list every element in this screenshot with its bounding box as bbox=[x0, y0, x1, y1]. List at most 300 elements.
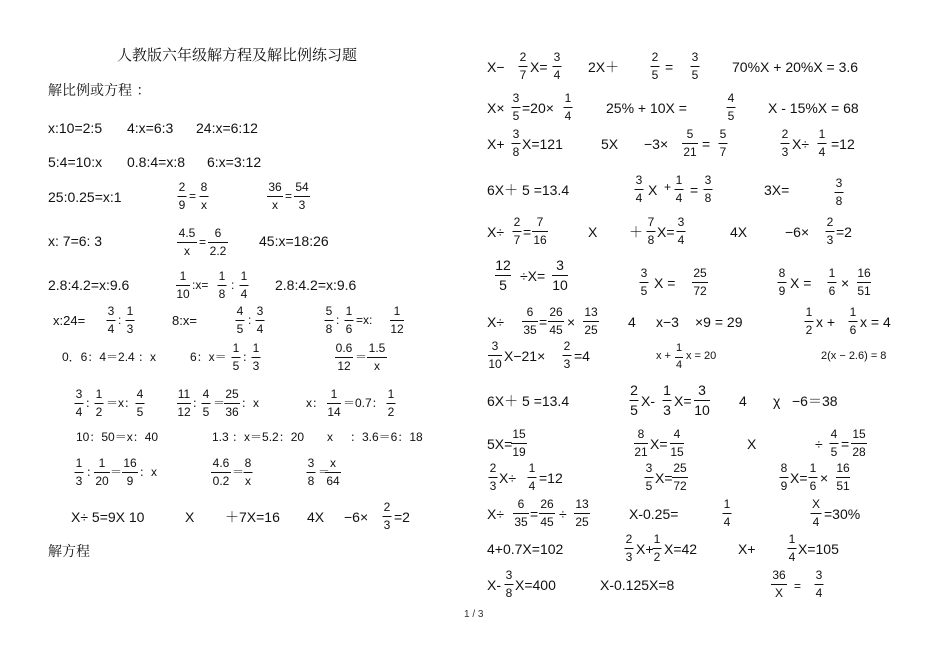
fraction-numerator: 3 bbox=[512, 127, 520, 141]
problem-text: 4 bbox=[628, 314, 636, 330]
problem-text: X bbox=[185, 509, 195, 525]
fraction-numerator: 25 bbox=[673, 461, 687, 475]
fraction-bar bbox=[563, 355, 572, 356]
fraction-denominator: 25 bbox=[584, 323, 598, 337]
fraction-numerator: 2 bbox=[513, 215, 521, 229]
problem-text: X=121 bbox=[522, 136, 563, 152]
fraction-numerator: 3 bbox=[491, 339, 499, 353]
fraction-bar bbox=[553, 66, 562, 67]
fraction-denominator: 2.2 bbox=[209, 244, 227, 258]
problem-text: ×9 = 29 bbox=[695, 314, 743, 330]
fraction-numerator: 1 bbox=[849, 305, 857, 319]
fraction-bar bbox=[692, 282, 708, 283]
fraction-numerator: 1 bbox=[232, 341, 240, 355]
problem-text: = bbox=[702, 136, 711, 152]
problem-text: : bbox=[231, 278, 235, 292]
fraction-bar bbox=[849, 321, 858, 322]
problem-text: = bbox=[690, 182, 699, 198]
fraction-denominator: x bbox=[245, 474, 251, 488]
fraction-denominator: 5 bbox=[202, 405, 210, 419]
fraction-denominator: 8 bbox=[325, 322, 333, 336]
problem-text: X= bbox=[655, 470, 673, 486]
fraction-bar bbox=[640, 282, 649, 283]
problem-text: ＝0.7： bbox=[343, 396, 384, 410]
fraction-denominator: 5 bbox=[830, 445, 838, 459]
fraction-denominator: 10 bbox=[552, 277, 568, 293]
problem-text: : bbox=[118, 313, 122, 327]
fraction-denominator: 5 bbox=[691, 68, 699, 82]
problem-text: x = 4 bbox=[860, 314, 891, 330]
fraction-bar bbox=[788, 548, 797, 549]
problem-text: × bbox=[841, 275, 850, 291]
fraction-denominator: 3 bbox=[489, 479, 497, 493]
fraction-bar bbox=[719, 143, 728, 144]
problem-text: 25:0.25=x:1 bbox=[48, 189, 122, 205]
fraction-denominator: 35 bbox=[523, 323, 537, 337]
fraction-numerator: 16 bbox=[836, 461, 850, 475]
problem-text: : bbox=[248, 313, 252, 327]
fraction-numerator: 5 bbox=[719, 127, 727, 141]
fraction-denominator: 3 bbox=[126, 322, 134, 336]
fraction-denominator: 4 bbox=[635, 191, 643, 205]
problem-text: 6：x＝ bbox=[190, 350, 227, 364]
fraction-denominator: 2 bbox=[387, 405, 395, 419]
page-number: 1 / 3 bbox=[464, 609, 484, 620]
problem-text: 4:x=6:3 bbox=[127, 120, 174, 136]
fraction-denominator: 8 bbox=[218, 287, 226, 301]
fraction-numerator: 5 bbox=[686, 127, 694, 141]
fraction-bar bbox=[670, 443, 684, 444]
fraction-numerator: 16 bbox=[857, 266, 871, 280]
fraction-bar bbox=[252, 357, 261, 358]
problem-text: x:24= bbox=[53, 313, 86, 328]
fraction-bar bbox=[675, 189, 684, 190]
fraction-bar bbox=[828, 282, 837, 283]
fraction-numerator: 25 bbox=[225, 387, 239, 401]
fraction-numerator: 1 bbox=[564, 91, 572, 105]
fraction-bar bbox=[857, 282, 871, 283]
fraction-numerator: 3 bbox=[691, 50, 699, 64]
fraction-numerator: 3 bbox=[704, 173, 712, 187]
fraction-numerator: 4 bbox=[202, 387, 210, 401]
fraction-numerator: x bbox=[330, 456, 336, 470]
problem-text: X÷ bbox=[499, 470, 517, 486]
fraction-denominator: 19 bbox=[512, 445, 526, 459]
problem-text: X÷ bbox=[792, 136, 810, 152]
problem-text: ： bbox=[85, 396, 98, 410]
fraction-numerator: 7 bbox=[647, 215, 655, 229]
fraction-denominator: 5 bbox=[512, 109, 520, 123]
fraction-denominator: 8 bbox=[307, 474, 315, 488]
fraction-numerator: 3 bbox=[635, 173, 643, 187]
fraction-denominator: 64 bbox=[326, 474, 340, 488]
fraction-denominator: 36 bbox=[225, 405, 239, 419]
fraction-denominator: 7 bbox=[719, 145, 727, 159]
fraction-bar bbox=[307, 472, 316, 473]
fraction-denominator: 7 bbox=[519, 68, 527, 82]
fraction-denominator: 3 bbox=[826, 233, 834, 247]
fraction-bar bbox=[335, 357, 353, 358]
fraction-numerator: 3 bbox=[256, 304, 264, 318]
problem-text: X-0.25= bbox=[629, 506, 679, 522]
fraction-denominator: 3 bbox=[625, 550, 633, 564]
fraction-denominator: 12 bbox=[390, 322, 404, 336]
fraction-numerator: 2 bbox=[781, 127, 789, 141]
fraction-denominator: 9 bbox=[178, 198, 186, 212]
fraction-denominator: 4 bbox=[818, 145, 826, 159]
problem-text: 5X bbox=[601, 136, 619, 152]
fraction-numerator: 2 bbox=[625, 532, 633, 546]
fraction-numerator: 8 bbox=[244, 456, 252, 470]
fraction-numerator: 8 bbox=[200, 180, 208, 194]
fraction-denominator: x bbox=[374, 359, 380, 373]
fraction-numerator: 3 bbox=[556, 257, 564, 273]
problem-text: =x: bbox=[356, 313, 373, 327]
problem-text: 6:x=3:12 bbox=[207, 154, 262, 170]
problem-text: X bbox=[588, 224, 598, 240]
problem-text: 3X= bbox=[764, 182, 790, 198]
fraction-bar bbox=[325, 472, 341, 473]
fraction-bar bbox=[177, 403, 191, 404]
fraction-bar bbox=[552, 275, 568, 276]
fraction-numerator: 1 bbox=[809, 461, 817, 475]
fraction-bar bbox=[675, 357, 683, 358]
problem-text: 70%X + 20%X = 3.6 bbox=[732, 59, 859, 75]
fraction-denominator: 3 bbox=[781, 145, 789, 159]
fraction-bar bbox=[651, 66, 660, 67]
fraction-bar bbox=[805, 321, 814, 322]
fraction-numerator: 7 bbox=[536, 215, 544, 229]
problem-text: X−21× bbox=[504, 348, 546, 364]
fraction-bar bbox=[177, 242, 197, 243]
fraction-denominator: 5 bbox=[499, 277, 507, 293]
fraction-denominator: 10 bbox=[488, 357, 502, 371]
fraction-denominator: 5 bbox=[232, 359, 240, 373]
fraction-bar bbox=[488, 355, 502, 356]
problem-text: −6＝38 bbox=[792, 393, 838, 409]
fraction-numerator: 6 bbox=[517, 497, 525, 511]
problem-text: x: 7=6: 3 bbox=[48, 233, 103, 249]
fraction-bar bbox=[178, 196, 187, 197]
problem-text: =30% bbox=[824, 506, 861, 522]
problem-text: x + bbox=[656, 350, 671, 362]
fraction-denominator: X bbox=[774, 586, 784, 600]
problem-text: x： bbox=[306, 396, 325, 410]
fraction-bar bbox=[672, 477, 688, 478]
problem-text: X=105 bbox=[798, 541, 839, 557]
problem-text: =2 bbox=[836, 224, 852, 240]
fraction-denominator: 7 bbox=[513, 233, 521, 247]
problem-text: X÷ bbox=[487, 506, 505, 522]
problem-text: =12 bbox=[831, 136, 855, 152]
fraction-bar bbox=[781, 143, 790, 144]
fraction-bar bbox=[574, 513, 590, 514]
fraction-bar bbox=[522, 321, 538, 322]
fraction-numerator: 1 bbox=[330, 387, 338, 401]
fraction-denominator: 4 bbox=[75, 405, 83, 419]
problem-text: = bbox=[530, 506, 539, 522]
fraction-bar bbox=[224, 403, 240, 404]
fraction-numerator: 3 bbox=[75, 387, 83, 401]
fraction-bar bbox=[677, 231, 686, 232]
problem-text: 1.3 ：x＝5.2：20 bbox=[212, 430, 305, 444]
problem-text: = bbox=[665, 59, 674, 75]
problem-text: = bbox=[841, 436, 850, 452]
fraction-bar bbox=[653, 548, 662, 549]
fraction-numerator: 1 bbox=[788, 532, 796, 546]
fraction-denominator: 6 bbox=[809, 479, 817, 493]
fraction-denominator: 4 bbox=[675, 191, 683, 205]
problem-text: :x= bbox=[192, 278, 209, 292]
fraction-denominator: 4 bbox=[553, 68, 561, 82]
fraction-numerator: 3 bbox=[553, 50, 561, 64]
fraction-bar bbox=[809, 477, 818, 478]
fraction-numerator: 3 bbox=[512, 91, 520, 105]
fraction-denominator: 5 bbox=[727, 109, 735, 123]
fraction-bar bbox=[505, 584, 514, 585]
problem-text: 6X＋ 5 =13.4 bbox=[487, 393, 570, 409]
fraction-bar bbox=[256, 320, 265, 321]
fraction-bar bbox=[489, 477, 498, 478]
fraction-numerator: 4 bbox=[673, 427, 681, 441]
fraction-numerator: 3 bbox=[835, 176, 843, 190]
fraction-numerator: 1 bbox=[528, 461, 536, 475]
fraction-numerator: 6 bbox=[526, 305, 534, 319]
fraction-denominator: 72 bbox=[693, 284, 707, 298]
problem-text: 2.8:4.2=x:9.6 bbox=[48, 277, 130, 293]
problem-text: = bbox=[285, 189, 293, 203]
fraction-bar bbox=[694, 400, 710, 401]
problem-text: X bbox=[648, 182, 658, 198]
fraction-numerator: 3 bbox=[645, 461, 653, 475]
fraction-denominator: 25 bbox=[575, 515, 589, 529]
fraction-bar bbox=[512, 107, 521, 108]
fraction-bar bbox=[830, 443, 839, 444]
problem-text: + bbox=[664, 180, 672, 194]
fraction-numerator: 13 bbox=[584, 305, 598, 319]
fraction-bar bbox=[512, 143, 521, 144]
fraction-numerator: 2 bbox=[563, 339, 571, 353]
fraction-numerator: 2 bbox=[826, 215, 834, 229]
fraction-bar bbox=[95, 403, 104, 404]
fraction-bar bbox=[211, 472, 231, 473]
fraction-numerator: 1 bbox=[393, 304, 401, 318]
problem-text: X− bbox=[487, 59, 505, 75]
fraction-denominator: 20 bbox=[95, 474, 109, 488]
fraction-numerator: 1 bbox=[179, 269, 187, 283]
problem-text: =12 bbox=[539, 470, 563, 486]
problem-text: 25% + 10X = bbox=[606, 100, 687, 116]
fraction-bar bbox=[122, 472, 138, 473]
fraction-bar bbox=[532, 231, 548, 232]
fraction-numerator: 54 bbox=[295, 180, 309, 194]
problem-text: ： bbox=[86, 465, 99, 479]
problem-text: × bbox=[820, 470, 829, 486]
problem-text: X= bbox=[650, 436, 668, 452]
problem-text: X=400 bbox=[515, 577, 556, 593]
problem-text: −6× bbox=[344, 509, 369, 525]
fraction-numerator: 1 bbox=[653, 532, 661, 546]
fraction-denominator: 10 bbox=[176, 287, 190, 301]
fraction-denominator: 51 bbox=[857, 284, 871, 298]
fraction-numerator: 16 bbox=[123, 456, 137, 470]
fraction-numerator: 12 bbox=[495, 257, 511, 273]
fraction-denominator: 6 bbox=[345, 322, 353, 336]
fraction-denominator: 4 bbox=[256, 322, 264, 336]
fraction-bar bbox=[630, 400, 639, 401]
problem-text: 8:x= bbox=[172, 313, 197, 328]
problem-text: x−3 bbox=[656, 314, 679, 330]
fraction-denominator: 5 bbox=[236, 322, 244, 336]
problem-text: 10：50＝x：40 bbox=[76, 430, 159, 444]
problem-text: ＝ bbox=[213, 396, 226, 410]
fraction-denominator: 9 bbox=[780, 479, 788, 493]
fraction-denominator: 35 bbox=[514, 515, 528, 529]
fraction-denominator: 4 bbox=[564, 109, 572, 123]
fraction-numerator: 3 bbox=[677, 215, 685, 229]
fraction-denominator: 9 bbox=[126, 474, 134, 488]
problem-text: ＋7X=16 bbox=[225, 509, 280, 525]
fraction-denominator: 4 bbox=[107, 322, 115, 336]
problem-text: X÷ 5=9X 10 bbox=[71, 509, 145, 525]
problem-text: ＝ bbox=[232, 465, 245, 479]
fraction-bar bbox=[835, 192, 844, 193]
problem-text: 45:x=18:26 bbox=[259, 233, 329, 249]
fraction-bar bbox=[387, 403, 396, 404]
fraction-numerator: 3 bbox=[505, 568, 513, 582]
problem-text: 6X＋ 5 =13.4 bbox=[487, 182, 570, 198]
problem-text: X+ bbox=[636, 541, 654, 557]
fraction-bar bbox=[208, 242, 228, 243]
problem-text: x:10=2:5 bbox=[48, 120, 103, 136]
fraction-bar bbox=[200, 196, 209, 197]
fraction-numerator: 4.5 bbox=[178, 226, 196, 240]
fraction-bar bbox=[513, 231, 522, 232]
fraction-numerator: 3 bbox=[107, 304, 115, 318]
fraction-denominator: 5 bbox=[645, 479, 653, 493]
fraction-numerator: 8 bbox=[637, 427, 645, 441]
problem-text: 5X= bbox=[487, 436, 513, 452]
fraction-numerator: 26 bbox=[540, 497, 554, 511]
fraction-denominator: 4 bbox=[528, 479, 536, 493]
fraction-numerator: 1 bbox=[95, 387, 103, 401]
problem-text: × bbox=[567, 314, 576, 330]
worksheet-title: 人教版六年级解方程及解比例练习题 bbox=[117, 46, 358, 64]
fraction-bar bbox=[704, 189, 713, 190]
fraction-bar bbox=[176, 285, 190, 286]
fraction-bar bbox=[202, 403, 211, 404]
problem-text: ＝x： bbox=[106, 396, 137, 410]
fraction-bar bbox=[75, 472, 84, 473]
fraction-denominator: 3 bbox=[252, 359, 260, 373]
fraction-numerator: 5 bbox=[325, 304, 333, 318]
problem-text: X - 15%X = 68 bbox=[768, 100, 859, 116]
fraction-numerator: 1 bbox=[126, 304, 134, 318]
fraction-numerator: 1 bbox=[218, 269, 226, 283]
fraction-denominator: 5 bbox=[630, 402, 638, 418]
fraction-denominator: 14 bbox=[327, 405, 341, 419]
problem-text: 2X＋ bbox=[588, 59, 620, 75]
fraction-numerator: 4 bbox=[727, 91, 735, 105]
problem-text: 4 bbox=[739, 393, 747, 409]
fraction-numerator: 6 bbox=[214, 226, 222, 240]
fraction-bar bbox=[691, 66, 700, 67]
fraction-denominator: 4 bbox=[677, 233, 685, 247]
fraction-bar bbox=[136, 403, 145, 404]
fraction-denominator: 4 bbox=[815, 586, 823, 600]
fraction-bar bbox=[771, 584, 787, 585]
fraction-bar bbox=[240, 285, 249, 286]
fraction-denominator: 8 bbox=[835, 194, 843, 208]
fraction-numerator: 1.5 bbox=[368, 341, 386, 355]
problem-text: 2(x − 2.6) = 8 bbox=[821, 350, 887, 362]
fraction-denominator: 12 bbox=[177, 405, 191, 419]
fraction-denominator: 3 bbox=[298, 198, 306, 212]
fraction-denominator: x bbox=[201, 198, 207, 212]
fraction-numerator: 1 bbox=[345, 304, 353, 318]
fraction-bar bbox=[539, 513, 555, 514]
fraction-numerator: 3 bbox=[815, 568, 823, 582]
fraction-bar bbox=[383, 516, 392, 517]
problem-text: X=42 bbox=[664, 541, 698, 557]
problem-text: −3× bbox=[644, 136, 669, 152]
fraction-denominator: 72 bbox=[673, 479, 687, 493]
problem-text: −6× bbox=[785, 224, 810, 240]
problem-text: ：x bbox=[139, 465, 158, 479]
fraction-bar bbox=[583, 321, 599, 322]
fraction-bar bbox=[548, 321, 564, 322]
fraction-numerator: 2 bbox=[178, 180, 186, 194]
problem-text: ：x bbox=[241, 396, 260, 410]
problem-text: 2.8:4.2=x:9.6 bbox=[275, 277, 357, 293]
fraction-denominator: 45 bbox=[549, 323, 563, 337]
fraction-numerator: 2 bbox=[651, 50, 659, 64]
fraction-bar bbox=[836, 477, 850, 478]
fraction-numerator: 1 bbox=[675, 173, 683, 187]
problem-text: x + bbox=[816, 314, 836, 330]
fraction-numerator: 1 bbox=[828, 266, 836, 280]
fraction-numerator: 4 bbox=[136, 387, 144, 401]
fraction-numerator: 1 bbox=[818, 127, 826, 141]
fraction-bar bbox=[267, 196, 283, 197]
fraction-numerator: 0.6 bbox=[335, 341, 353, 355]
fraction-bar bbox=[811, 513, 822, 514]
fraction-denominator: 8 bbox=[512, 145, 520, 159]
fraction-bar bbox=[236, 320, 245, 321]
problem-text: = bbox=[539, 314, 548, 330]
fraction-denominator: x bbox=[272, 198, 278, 212]
fraction-bar bbox=[818, 143, 827, 144]
problem-text: = bbox=[523, 224, 532, 240]
fraction-denominator: 21 bbox=[683, 145, 697, 159]
fraction-bar bbox=[327, 403, 341, 404]
problem-text: : bbox=[336, 313, 340, 327]
fraction-bar bbox=[625, 548, 634, 549]
fraction-denominator: 3 bbox=[75, 474, 83, 488]
fraction-bar bbox=[645, 477, 654, 478]
problem-text: 5:4=10:x bbox=[48, 154, 103, 170]
fraction-denominator: 5 bbox=[640, 284, 648, 298]
problem-text: 0．6：4＝2.4 ：x bbox=[62, 350, 157, 364]
problem-text: X= bbox=[790, 470, 808, 486]
problem-text: ÷X= bbox=[520, 268, 546, 284]
problem-text: X- bbox=[641, 393, 655, 409]
fraction-denominator: 12 bbox=[337, 359, 351, 373]
fraction-denominator: 15 bbox=[670, 445, 684, 459]
fraction-numerator: 2 bbox=[519, 50, 527, 64]
fraction-bar bbox=[107, 320, 116, 321]
fraction-numerator: 8 bbox=[778, 266, 786, 280]
